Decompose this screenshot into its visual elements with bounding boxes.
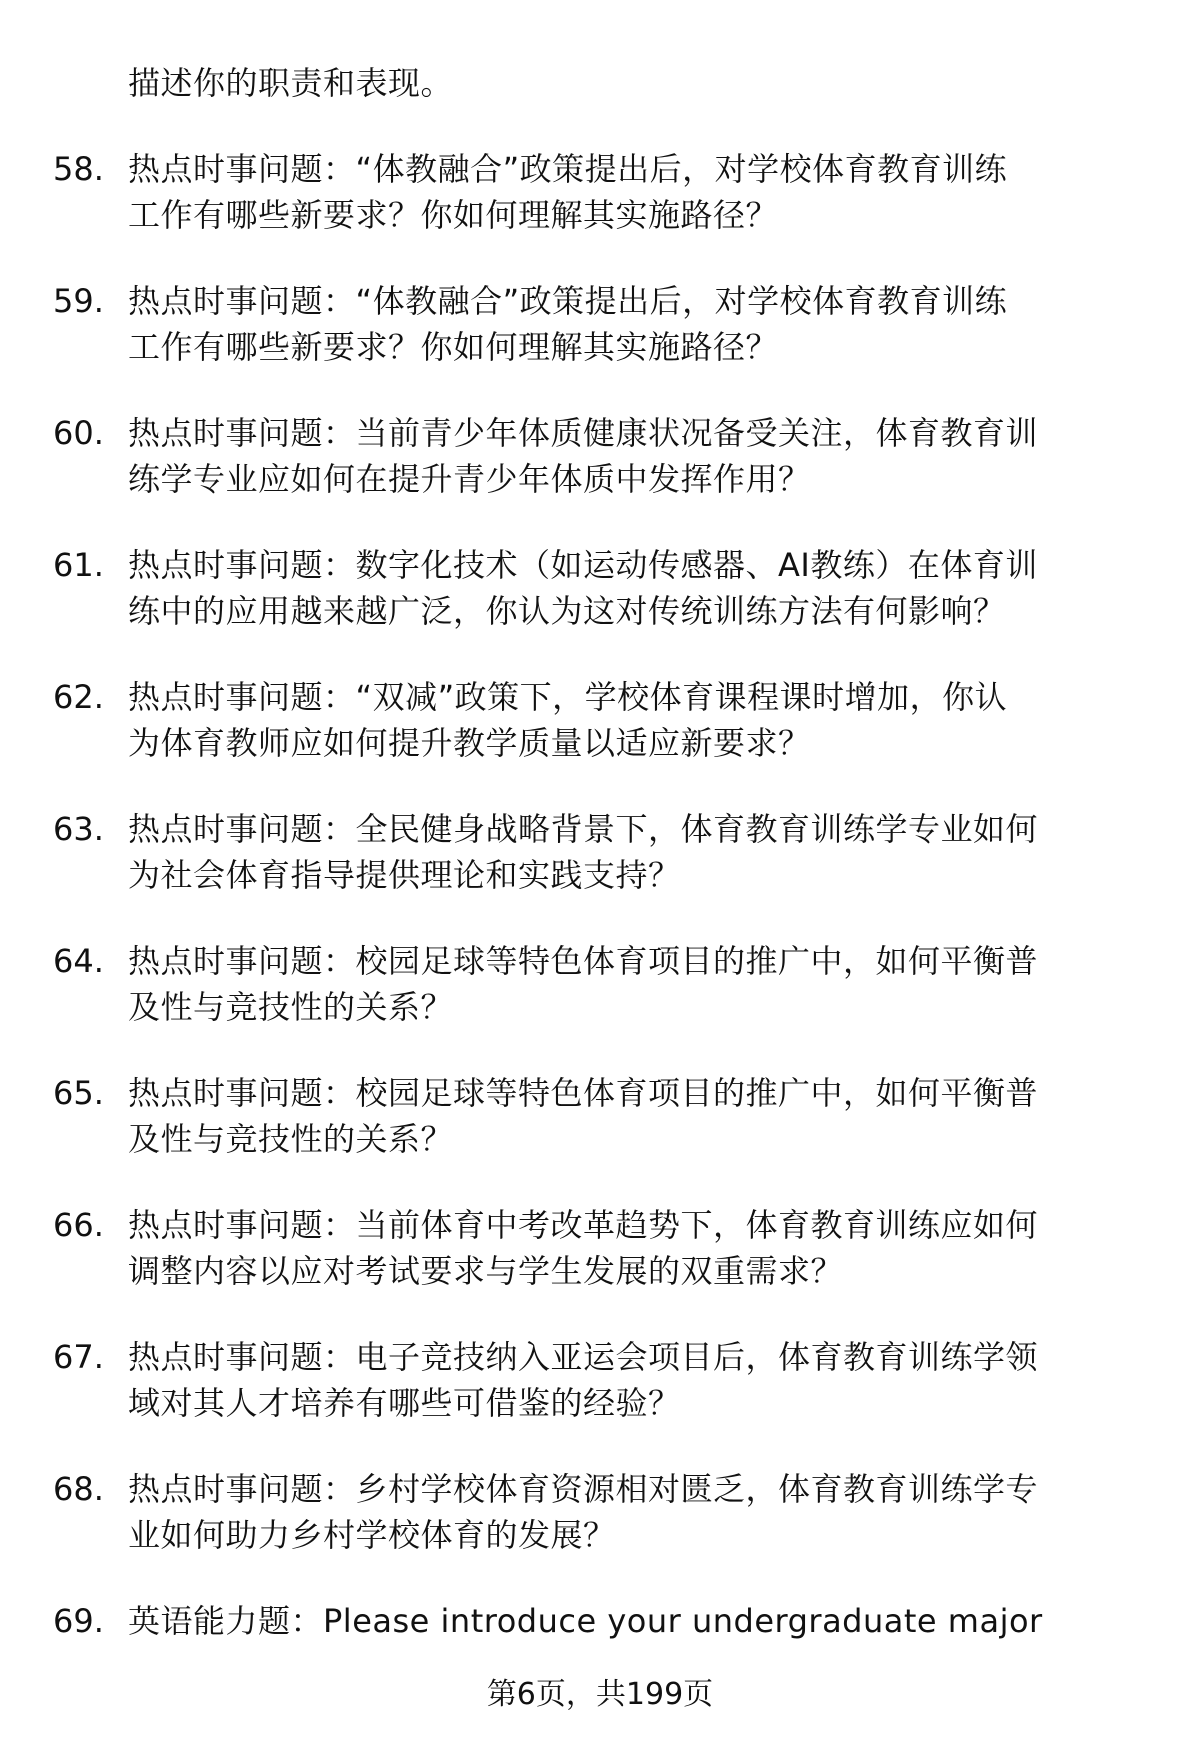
question-text-line: 热点时事问题：乡村学校体育资源相对匮乏，体育教育训练学专 bbox=[128, 1470, 1039, 1508]
question-text-line: 热点时事问题：“体教融合”政策提出后，对学校体育教育训练 bbox=[128, 150, 1008, 188]
question-text-line: 英语能力题：Please introduce your undergraduate major bbox=[128, 1602, 1043, 1640]
question-item bbox=[0, 1598, 1200, 1644]
question-text-line: 热点时事问题：“双减”政策下，学校体育课程课时增加，你认 bbox=[128, 678, 1008, 716]
question-text-line: 热点时事问题：“体教融合”政策提出后，对学校体育教育训练 bbox=[128, 282, 1008, 320]
question-number: 63. bbox=[53, 810, 104, 848]
question-item bbox=[0, 1466, 1200, 1558]
question-list bbox=[0, 60, 1200, 1684]
question-number: 59. bbox=[53, 282, 104, 320]
question-text-line: 热点时事问题：全民健身战略背景下，体育教育训练学专业如何 bbox=[128, 810, 1039, 848]
question-text-line: 域对其人才培养有哪些可借鉴的经验？ bbox=[128, 1384, 681, 1422]
question-text-line: 工作有哪些新要求？你如何理解其实施路径？ bbox=[128, 328, 779, 366]
question-item bbox=[0, 674, 1200, 766]
question-number: 58. bbox=[53, 150, 104, 188]
question-number: 62. bbox=[53, 678, 104, 716]
question-number: 61. bbox=[53, 546, 104, 584]
question-item bbox=[0, 542, 1200, 634]
question-item bbox=[0, 1202, 1200, 1294]
question-text-line: 热点时事问题：当前青少年体质健康状况备受关注，体育教育训 bbox=[128, 414, 1039, 452]
question-number: 64. bbox=[53, 942, 104, 980]
question-text-line: 业如何助力乡村学校体育的发展？ bbox=[128, 1516, 616, 1554]
question-text-line: 热点时事问题：电子竞技纳入亚运会项目后，体育教育训练学领 bbox=[128, 1338, 1039, 1376]
question-item bbox=[0, 278, 1200, 370]
question-item bbox=[0, 1070, 1200, 1162]
question-number: 66. bbox=[53, 1206, 104, 1244]
question-text-line: 热点时事问题：数字化技术（如运动传感器、AI教练）在体育训 bbox=[128, 546, 1038, 584]
question-text-line: 为体育教师应如何提升教学质量以适应新要求？ bbox=[128, 724, 811, 762]
question-text-line: 及性与竞技性的关系？ bbox=[128, 988, 454, 1026]
question-text-line: 及性与竞技性的关系？ bbox=[128, 1120, 454, 1158]
question-item bbox=[0, 410, 1200, 502]
question-item bbox=[0, 806, 1200, 898]
question-number: 68. bbox=[53, 1470, 104, 1508]
question-item bbox=[0, 938, 1200, 1030]
question-text-line: 热点时事问题：校园足球等特色体育项目的推广中，如何平衡普 bbox=[128, 942, 1039, 980]
question-text-line: 工作有哪些新要求？你如何理解其实施路径？ bbox=[128, 196, 779, 234]
question-number: 69. bbox=[53, 1602, 104, 1640]
question-text-line: 调整内容以应对考试要求与学生发展的双重需求？ bbox=[128, 1252, 844, 1290]
question-item bbox=[0, 1334, 1200, 1426]
question-text-line: 描述你的职责和表现。 bbox=[128, 64, 454, 102]
question-text-line: 为社会体育指导提供理论和实践支持？ bbox=[128, 856, 681, 894]
question-number: 67. bbox=[53, 1338, 104, 1376]
question-item bbox=[0, 146, 1200, 238]
question-number: 65. bbox=[53, 1074, 104, 1112]
question-text-line: 热点时事问题：当前体育中考改革趋势下，体育教育训练应如何 bbox=[128, 1206, 1039, 1244]
question-text-line: 练中的应用越来越广泛，你认为这对传统训练方法有何影响？ bbox=[128, 592, 1006, 630]
question-continuation bbox=[0, 60, 1200, 106]
question-number: 60. bbox=[53, 414, 104, 452]
question-text-line: 热点时事问题：校园足球等特色体育项目的推广中，如何平衡普 bbox=[128, 1074, 1039, 1112]
question-text-line: 练学专业应如何在提升青少年体质中发挥作用？ bbox=[128, 460, 811, 498]
page-footer: 第6页，共199页 bbox=[486, 1677, 714, 1712]
